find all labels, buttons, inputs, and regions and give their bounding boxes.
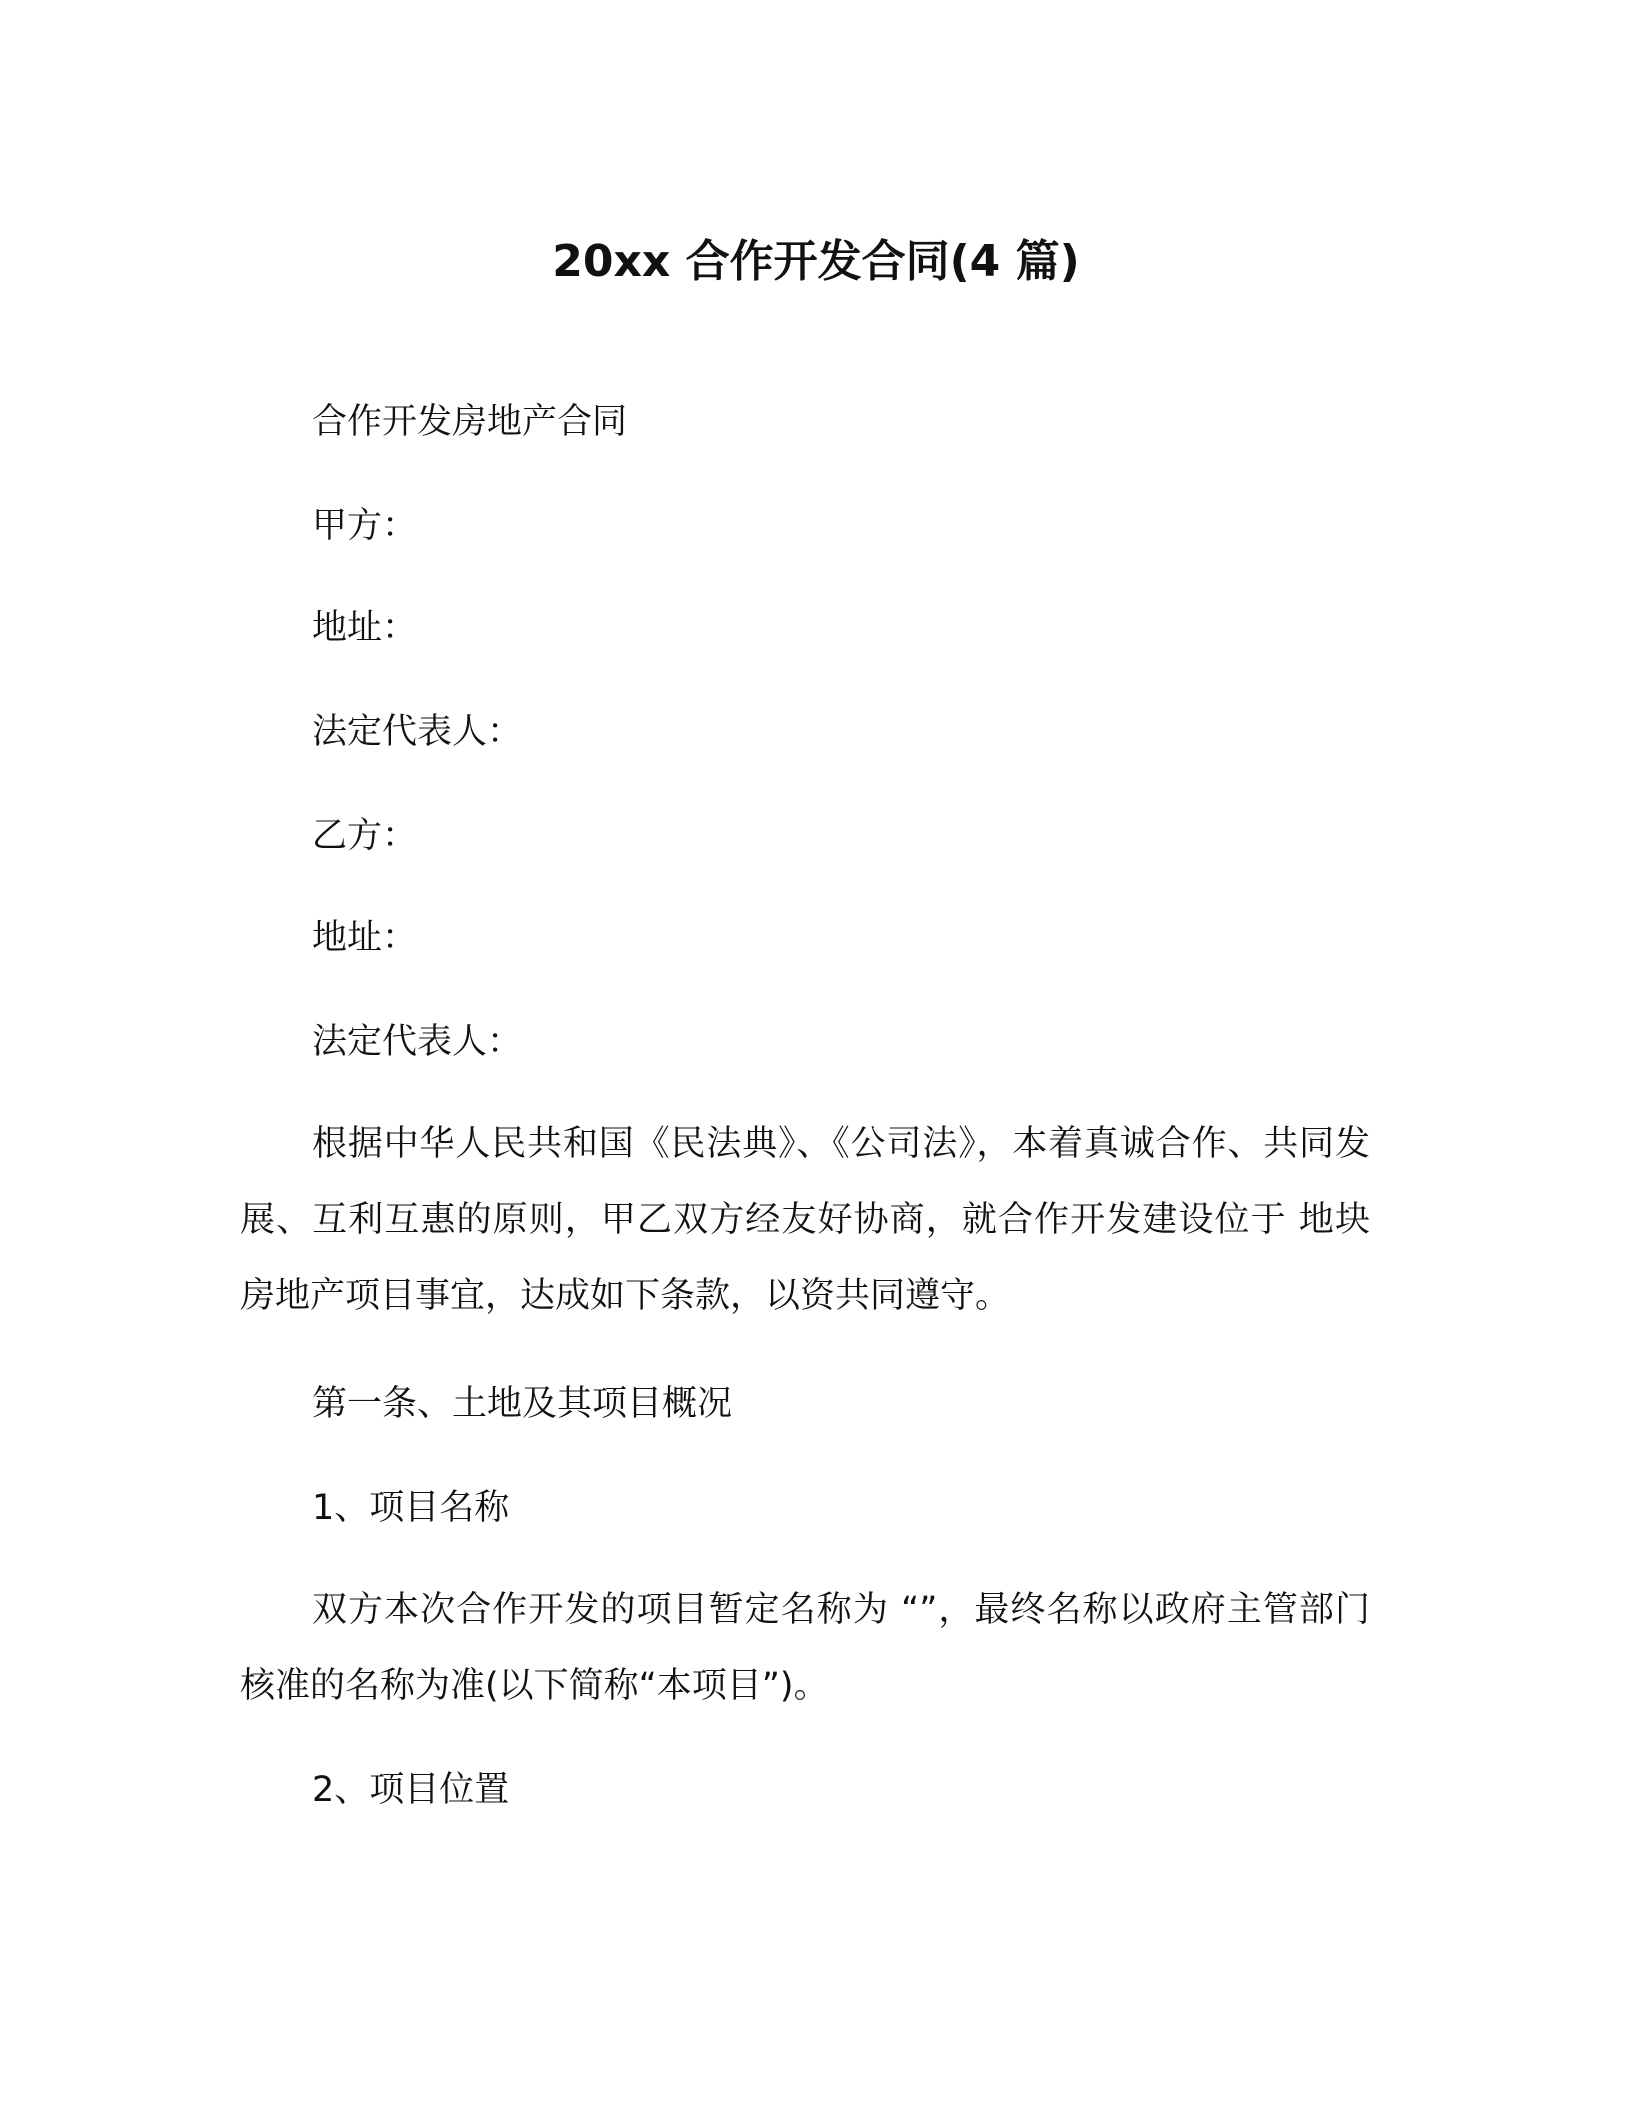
party-b-address-label: 地址： (312, 918, 418, 958)
party-a-representative-label: 法定代表人： (312, 712, 523, 752)
party-a-address-label: 地址： (312, 608, 418, 648)
preamble-paragraph: 根据中华人民共和国《民法典》、《公司法》，本着真诚合作、共同发展、互利互惠的原则，甲乙双方经友好协商，就合作开发建设位于 地块房地产项目事宜，达成如下条款，以资共同遵守。 (240, 1124, 1370, 1316)
item-1-heading: 1、项目名称 (312, 1488, 510, 1528)
party-b-representative-label: 法定代表人： (312, 1022, 523, 1062)
item-2-heading: 2、项目位置 (312, 1770, 510, 1810)
article-1-heading: 第一条、土地及其项目概况 (312, 1384, 733, 1424)
item-1-paragraph: 双方本次合作开发的项目暂定名称为 “”，最终名称以政府主管部门核准的名称为准(以下简称“本项目”)。 (240, 1590, 1370, 1706)
document-title: 20xx 合作开发合同(4 篇) (552, 236, 1080, 287)
party-b-label: 乙方： (312, 816, 418, 856)
party-a-label: 甲方： (312, 506, 418, 546)
contract-subtitle: 合作开发房地产合同 (312, 402, 628, 442)
